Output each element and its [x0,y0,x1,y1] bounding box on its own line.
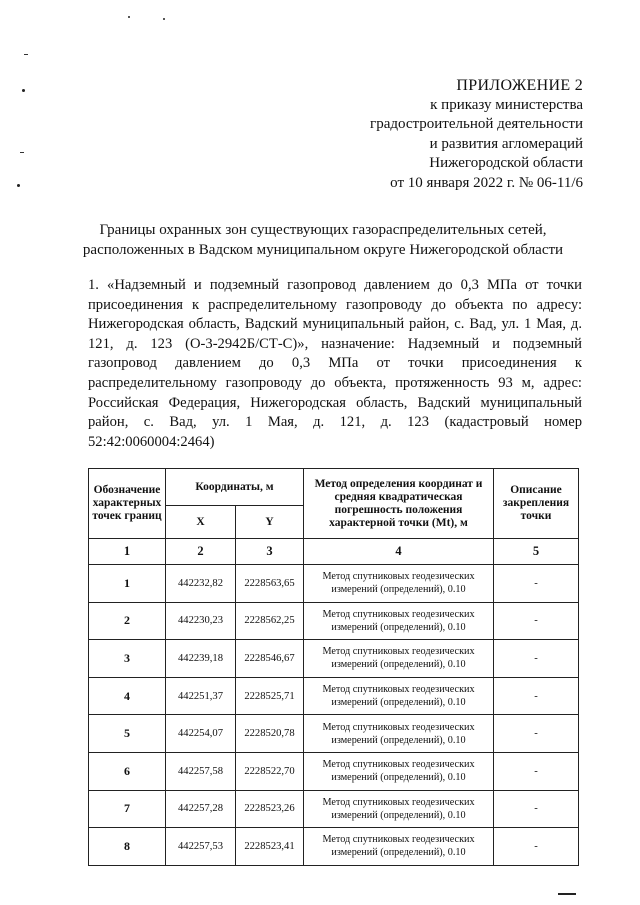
method-cell: Метод спутниковых геодезических измерений (определений), 0.10 [304,565,494,603]
y-cell: 2228520,78 [236,715,304,753]
paragraph-line: Нижегородская область, Вадский муниципальный район, с. Вад, ул. 1 Мая, д. [88,316,582,333]
table-row [89,565,579,603]
appendix-line: Нижегородской области [429,155,583,171]
appendix-line: и развития агломераций [429,135,583,152]
description-cell: - [494,715,579,753]
table-row [89,752,579,790]
column-number: 2 [166,539,236,565]
x-cell: 442239,18 [166,640,236,678]
point-cell: 1 [89,565,166,603]
description-cell: - [494,752,579,790]
column-number: 5 [494,539,579,565]
point-cell: 4 [89,677,166,715]
heading-line: Границы охранных зон существующих газораспределительных сетей, [99,222,547,238]
point-cell: 7 [89,790,166,828]
document-heading [40,220,606,260]
y-cell: 2228523,26 [236,790,304,828]
header-method: Метод определения координат и средняя квадратическая погрешность положения характерной точки (Mt), м [304,469,494,539]
method-cell: Метод спутниковых геодезических измерений (определений), 0.10 [304,602,494,640]
y-cell: 2228546,67 [236,640,304,678]
table-row [89,640,579,678]
scan-speck [17,184,20,187]
table-row [89,715,579,753]
header-x: X [166,506,236,539]
heading-line: расположенных в Вадском муниципальном округе Нижегородской области [82,242,564,258]
header-designation: Обозначение характерных точек границ [89,469,166,539]
y-cell: 2228525,71 [236,677,304,715]
x-cell: 442232,82 [166,565,236,603]
description-cell: - [494,640,579,678]
paragraph-line: 52:42:0060004:2464) [88,433,215,450]
column-number: 3 [236,539,304,565]
paragraph-line: 1. «Надземный и подземный газопровод давлением до 0,3 МПа от точки [88,277,582,293]
method-cell: Метод спутниковых геодезических измерений (определений), 0.10 [304,677,494,715]
description-cell: - [494,677,579,715]
scan-speck [128,16,130,18]
point-cell: 3 [89,640,166,678]
scan-speck [20,152,24,153]
appendix-line: от 10 января 2022 г. № 06-11/6 [390,174,583,191]
scan-speck [24,54,28,55]
table-row [89,602,579,640]
table-row [89,828,579,866]
x-cell: 442257,53 [166,828,236,866]
point-cell: 6 [89,752,166,790]
header-coordinates: Координаты, м [166,469,304,506]
scan-speck [22,89,25,92]
appendix-block [370,76,583,193]
y-cell: 2228523,41 [236,828,304,866]
coordinates-table [88,468,579,866]
paragraph-line: присоединения к распределительному газопроводу до объекта по адресу: [88,296,582,313]
header-y: Y [236,506,304,539]
appendix-line: градостроительной деятельности [370,116,583,132]
method-cell: Метод спутниковых геодезических измерений (определений), 0.10 [304,828,494,866]
method-cell: Метод спутниковых геодезических измерений (определений), 0.10 [304,790,494,828]
paragraph-line: газопровод давлением до 0,3 МПа от точки присоединения к [88,355,582,372]
point-cell: 5 [89,715,166,753]
method-cell: Метод спутниковых геодезических измерений (определений), 0.10 [304,752,494,790]
scan-speck [163,18,165,20]
x-cell: 442251,37 [166,677,236,715]
x-cell: 442254,07 [166,715,236,753]
paragraph-line: распределительному газопроводу до объекта, протяженность 93 м, адрес: [88,374,582,391]
x-cell: 442257,28 [166,790,236,828]
method-cell: Метод спутниковых геодезических измерений (определений), 0.10 [304,715,494,753]
column-number: 4 [304,539,494,565]
appendix-title: ПРИЛОЖЕНИЕ 2 [456,77,583,94]
y-cell: 2228563,65 [236,565,304,603]
header-description: Описание закрепления точки [494,469,579,539]
paragraph-line: район, с. Вад, ул. 1 Мая, д. 121, д. 123 (кадастровый номер [88,414,582,431]
method-cell: Метод спутниковых геодезических измерений (определений), 0.10 [304,640,494,678]
table-row [89,790,579,828]
point-cell: 2 [89,602,166,640]
y-cell: 2228562,25 [236,602,304,640]
object-description [88,276,582,452]
point-cell: 8 [89,828,166,866]
description-cell: - [494,828,579,866]
paragraph-line: Российская Федерация, Нижегородская область, Вадский муниципальный [88,394,582,411]
appendix-line: к приказу министерства [430,96,583,113]
description-cell: - [494,565,579,603]
x-cell: 442257,58 [166,752,236,790]
description-cell: - [494,602,579,640]
y-cell: 2228522,70 [236,752,304,790]
column-number: 1 [89,539,166,565]
table-row [89,677,579,715]
x-cell: 442230,23 [166,602,236,640]
description-cell: - [494,790,579,828]
page-bottom-mark [558,893,576,895]
paragraph-line: 121, д. 123 (О-3-2942Б/СТ-С)», назначение: Надземный и подземный [88,335,582,352]
